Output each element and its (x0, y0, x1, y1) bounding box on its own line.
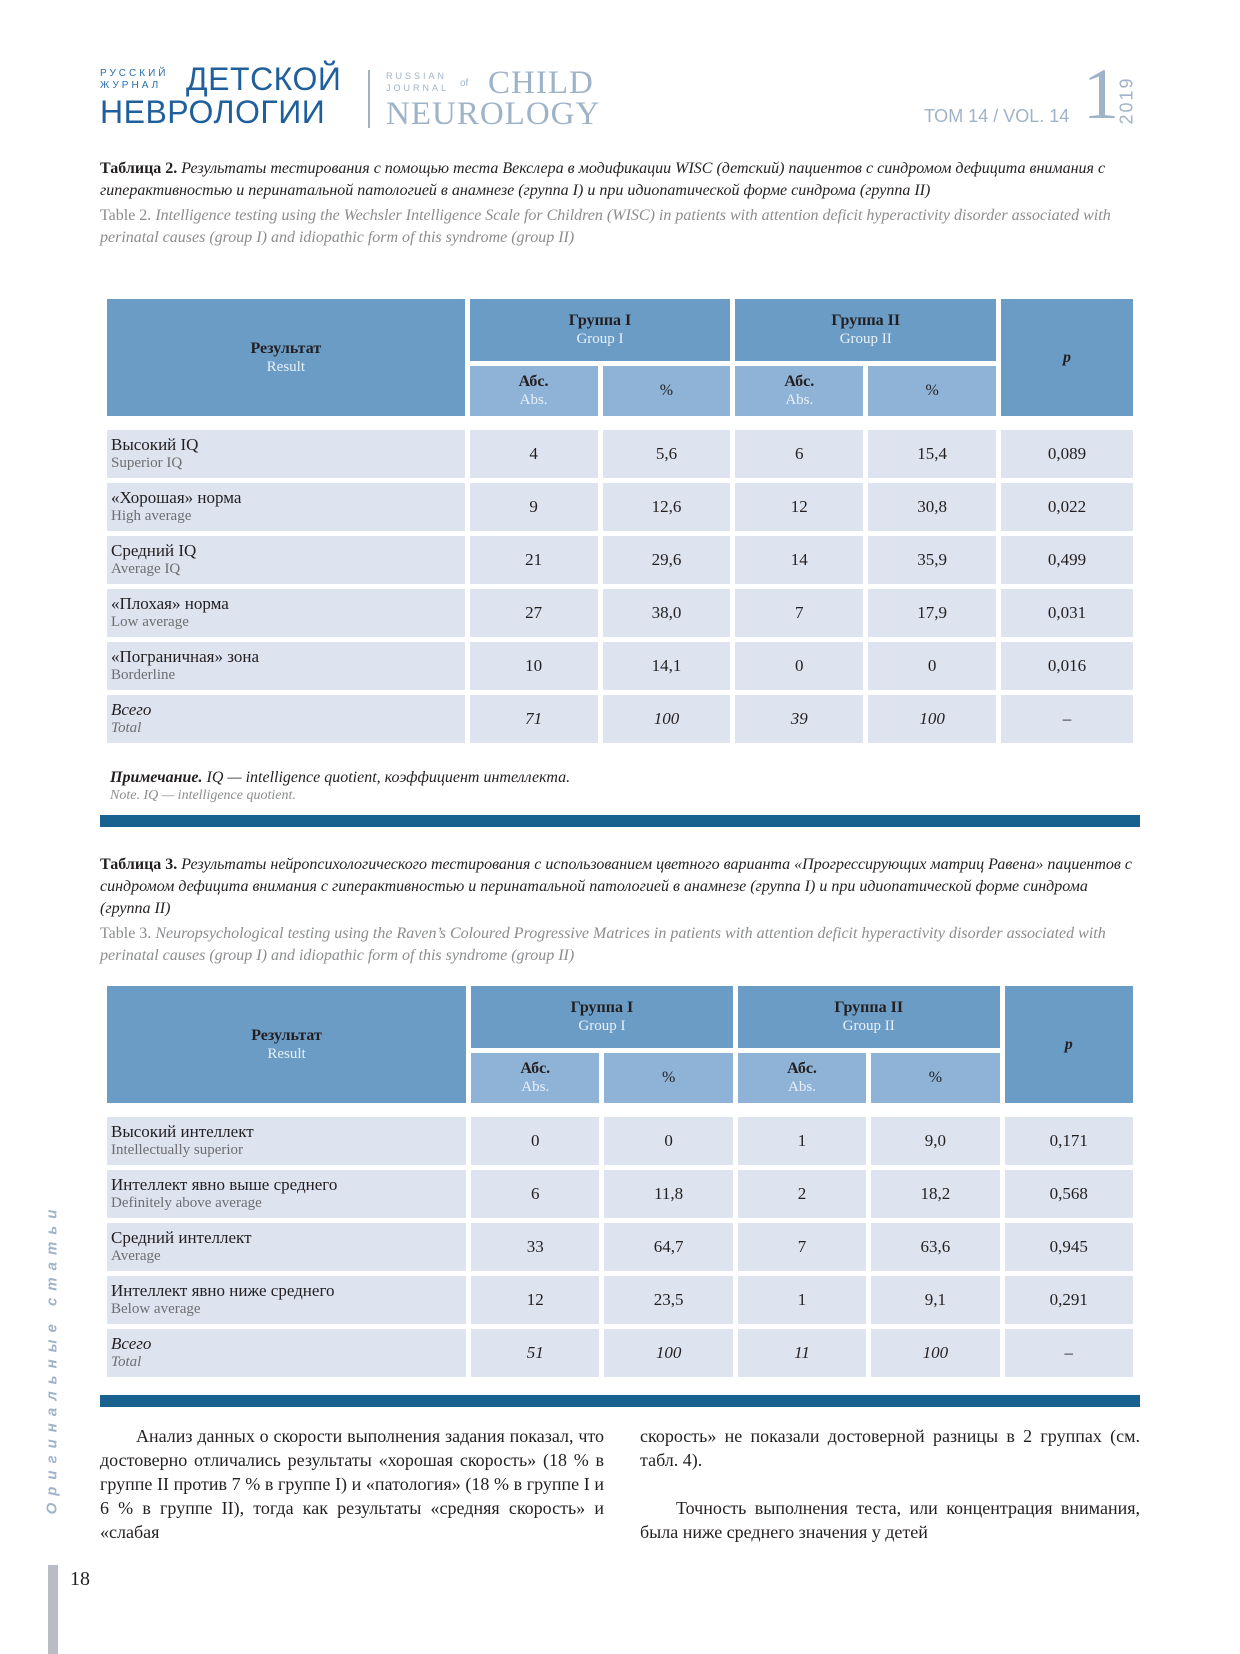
cell-p: 0,568 (1005, 1170, 1133, 1218)
cell-g2-pct: 30,8 (868, 483, 996, 531)
cell-g2-abs: 7 (738, 1223, 866, 1271)
cell-g2-abs: 12 (735, 483, 863, 531)
cell-g1-pct: 100 (604, 1329, 732, 1377)
side-strip (48, 1565, 58, 1654)
cell-g1-pct: 29,6 (603, 536, 731, 584)
cell-g2-pct: 15,4 (868, 430, 996, 478)
table2-header-group2: Группа II Group II (735, 299, 996, 361)
year-label: 2019 (1116, 76, 1137, 125)
row-label: Интеллект явно ниже среднего Below average (107, 1276, 466, 1324)
row-label: Интеллект явно выше среднего Definitely above average (107, 1170, 466, 1218)
cell-g2-abs: 7 (735, 589, 863, 637)
cell-g1-pct: 38,0 (603, 589, 731, 637)
row-label: Высокий IQ Superior IQ (107, 430, 465, 478)
table3-header-group1: Группа I Group I (471, 986, 733, 1048)
cell-g1-abs: 4 (470, 430, 598, 478)
row-label: «Пограничная» зона Borderline (107, 642, 465, 690)
logo-ru-small: РУССКИЙ ЖУРНАЛ (100, 68, 169, 91)
cell-p: 0,945 (1005, 1223, 1133, 1271)
row-label: «Хорошая» норма High average (107, 483, 465, 531)
table3-caption-ru: Таблица 3. Результаты нейропсихологического тестирования с использованием цветного варианта «Прогрессирующих матриц Равена» пациентов с синдромом дефицита внимания с гиперактивностью и перинатальной патологией в анамнезе (группа I) и при идиопатической форме синдрома (группа II) (100, 856, 1132, 917)
cell-g2-pct: 63,6 (871, 1223, 999, 1271)
table2-header-p: p (1001, 299, 1133, 416)
table-row (107, 1117, 1133, 1165)
logo-en-title-2: NEUROLOGY (386, 96, 601, 132)
logo-divider (368, 70, 370, 128)
row-label: Всего Total (107, 695, 465, 743)
page-number: 18 (70, 1568, 90, 1590)
cell-p: 0,499 (1001, 536, 1133, 584)
table2-header-group1: Группа I Group I (470, 299, 731, 361)
table3 (102, 981, 1138, 1382)
cell-g1-abs: 71 (470, 695, 598, 743)
cell-g1-abs: 21 (470, 536, 598, 584)
cell-g2-abs: 39 (735, 695, 863, 743)
cell-g2-pct: 17,9 (868, 589, 996, 637)
table3-header-p: p (1005, 986, 1133, 1103)
table-total-row (107, 695, 1133, 743)
cell-g1-pct: 100 (603, 695, 731, 743)
body-column-2: скорость» не показали достоверной разницы в 2 группах (см. табл. 4). Точность выполнения теста, или концентрация внимания, была ниже среднего значения у детей (640, 1426, 1140, 1542)
table-row (107, 1276, 1133, 1324)
table3-header-group2: Группа II Group II (738, 986, 1000, 1048)
cell-p: 0,016 (1001, 642, 1133, 690)
cell-g2-pct: 9,1 (871, 1276, 999, 1324)
table3-header-g2-abs: Абс. Abs. (738, 1053, 866, 1103)
cell-g1-pct: 23,5 (604, 1276, 732, 1324)
row-label: Средний IQ Average IQ (107, 536, 465, 584)
cell-g2-abs: 14 (735, 536, 863, 584)
cell-p: 0,291 (1005, 1276, 1133, 1324)
table2-caption (100, 158, 1140, 249)
cell-p: – (1005, 1329, 1133, 1377)
cell-g1-abs: 6 (471, 1170, 599, 1218)
cell-p: – (1001, 695, 1133, 743)
cell-g1-abs: 27 (470, 589, 598, 637)
table2-note (110, 768, 1110, 804)
cell-g1-abs: 10 (470, 642, 598, 690)
logo-ru-title-2: НЕВРОЛОГИИ (100, 94, 326, 130)
table2-caption-en: Table 2. Intelligence testing using the Wechsler Intelligence Scale for Children (WISC) in patients with attention deficit hyperactivity disorder associated with perinatal causes (group I) and idiopathic form of this syndrome (group II) (100, 207, 1111, 246)
cell-g2-pct: 100 (871, 1329, 999, 1377)
cell-g2-abs: 1 (738, 1117, 866, 1165)
body-column-1: Анализ данных о скорости выполнения задания показал, что достоверно отличались результаты «хорошая скорость» (18 % в группе II против 7 % в группе I) и «патология» (18 % в группе I и 6 % в группе II), тогда как результаты «средняя скорость» и «слабая (100, 1426, 604, 1542)
cell-g2-abs: 6 (735, 430, 863, 478)
table2-header-g1-abs: Абс. Abs. (470, 366, 598, 416)
table2-note-ru: Примечание. IQ — intelligence quotient, коэффициент интеллекта. (110, 769, 571, 786)
table2 (102, 294, 1138, 748)
row-label: Высокий интеллект Intellectually superior (107, 1117, 466, 1165)
cell-g2-pct: 18,2 (871, 1170, 999, 1218)
cell-g1-pct: 0 (604, 1117, 732, 1165)
journal-header (0, 0, 1240, 150)
table-row (107, 1170, 1133, 1218)
cell-g2-pct: 100 (868, 695, 996, 743)
cell-g2-abs: 11 (738, 1329, 866, 1377)
cell-g1-pct: 14,1 (603, 642, 731, 690)
table3-header-g1-pct: % (604, 1053, 732, 1103)
table3-bottom-bar (100, 1395, 1140, 1407)
table3-header-g1-abs: Абс. Abs. (471, 1053, 599, 1103)
cell-g1-pct: 5,6 (603, 430, 731, 478)
table2-note-en: Note. IQ — intelligence quotient. (110, 788, 296, 803)
table-row (107, 483, 1133, 531)
cell-g2-abs: 0 (735, 642, 863, 690)
row-label: Всего Total (107, 1329, 466, 1377)
table2-bottom-bar (100, 815, 1140, 827)
cell-g1-abs: 9 (470, 483, 598, 531)
table-row (107, 1223, 1133, 1271)
cell-g2-pct: 35,9 (868, 536, 996, 584)
volume-label: ТОМ 14 / VOL. 14 (924, 106, 1070, 126)
row-label: «Плохая» норма Low average (107, 589, 465, 637)
cell-g1-abs: 51 (471, 1329, 599, 1377)
table3-header-g2-pct: % (871, 1053, 999, 1103)
cell-g1-pct: 11,8 (604, 1170, 732, 1218)
cell-g2-pct: 9,0 (871, 1117, 999, 1165)
table2-header-g2-abs: Абс. Abs. (735, 366, 863, 416)
cell-p: 0,089 (1001, 430, 1133, 478)
cell-g1-abs: 12 (471, 1276, 599, 1324)
logo-en-title-1: CHILD (488, 65, 594, 101)
cell-p: 0,171 (1005, 1117, 1133, 1165)
cell-g1-abs: 0 (471, 1117, 599, 1165)
table2-header-g1-pct: % (603, 366, 731, 416)
table3-caption (100, 854, 1140, 967)
logo-ru-title-1: ДЕТСКОЙ (186, 61, 342, 97)
table2-header-g2-pct: % (868, 366, 996, 416)
table-row (107, 589, 1133, 637)
issue-number: 1 (1083, 54, 1119, 134)
cell-g1-pct: 12,6 (603, 483, 731, 531)
cell-g1-pct: 64,7 (604, 1223, 732, 1271)
section-side-label: Оригинальные статьи (43, 1202, 61, 1515)
logo-en-of: of (460, 78, 469, 89)
cell-g1-abs: 33 (471, 1223, 599, 1271)
row-label: Средний интеллект Average (107, 1223, 466, 1271)
table-row (107, 642, 1133, 690)
cell-p: 0,022 (1001, 483, 1133, 531)
table3-header-result: Результат Result (107, 986, 466, 1103)
cell-g2-abs: 2 (738, 1170, 866, 1218)
cell-p: 0,031 (1001, 589, 1133, 637)
table2-caption-ru: Таблица 2. Результаты тестирования с помощью теста Векслера в модификации WISC (детский) пациентов с синдромом дефицита внимания с гиперактивностью и перинатальной патологией в анамнезе (группа I) и при идиопатической форме синдрома (группа II) (100, 160, 1106, 199)
table-total-row (107, 1329, 1133, 1377)
cell-g2-pct: 0 (868, 642, 996, 690)
cell-g2-abs: 1 (738, 1276, 866, 1324)
table-row (107, 536, 1133, 584)
table2-header-result: Результат Result (107, 299, 465, 416)
table3-caption-en: Table 3. Neuropsychological testing using the Raven’s Coloured Progressive Matrices in patients with attention deficit hyperactivity disorder associated with perinatal causes (group I) and idiopathic form of this syndrome (group II) (100, 925, 1106, 964)
logo-en-small: RUSSIAN JOURNAL (386, 71, 450, 93)
table-row (107, 430, 1133, 478)
